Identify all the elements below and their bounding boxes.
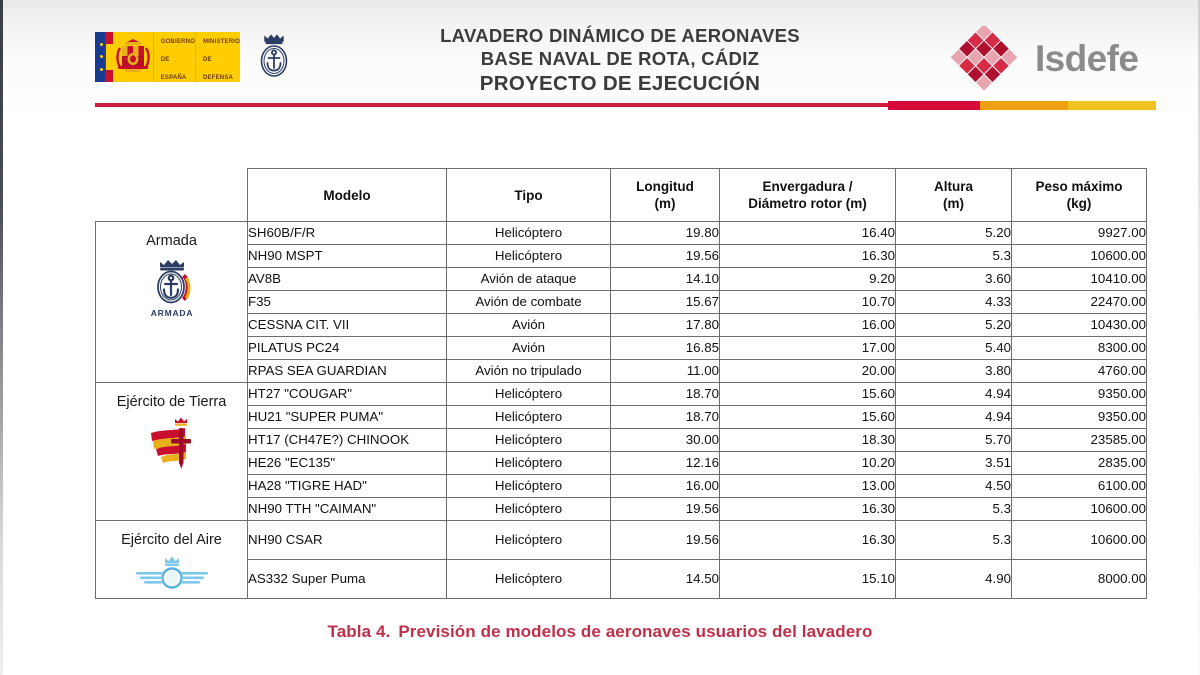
- cell-modelo: HT17 (CH47E?) CHINOOK: [248, 429, 447, 452]
- cell-longitud: 15.67: [611, 291, 720, 314]
- cell-tipo: Avión: [447, 337, 611, 360]
- column-header-longitud-unit: (m): [654, 196, 676, 211]
- header-rule-segments: [888, 101, 1156, 110]
- slide-header: [0, 0, 1200, 120]
- cell-peso: 10430.00: [1012, 314, 1147, 337]
- cell-modelo: HA28 "TIGRE HAD": [248, 475, 447, 498]
- cell-altura: 5.70: [896, 429, 1012, 452]
- column-header-peso-label: Peso máximo: [1035, 179, 1123, 194]
- cell-peso: 6100.00: [1012, 475, 1147, 498]
- column-header-longitud-label: Longitud: [636, 179, 694, 194]
- gobierno-de-espana-logo: [95, 32, 240, 82]
- cell-peso: 2835.00: [1012, 452, 1147, 475]
- cell-longitud: 30.00: [611, 429, 720, 452]
- table-row: [96, 268, 1147, 291]
- gobierno-logo-text: [153, 32, 195, 82]
- flag-dots-icon: [99, 38, 103, 76]
- aircraft-table-wrapper: [95, 168, 1147, 599]
- cell-modelo: SH60B/F/R: [248, 222, 447, 245]
- branch-label: Ejército del Aire: [121, 532, 222, 548]
- cell-peso: 23585.00: [1012, 429, 1147, 452]
- cell-altura: 5.20: [896, 314, 1012, 337]
- cell-envergadura: 13.00: [720, 475, 896, 498]
- cell-altura: 5.20: [896, 222, 1012, 245]
- cell-modelo: PILATUS PC24: [248, 337, 447, 360]
- cell-longitud: 17.80: [611, 314, 720, 337]
- branch-cell-1: [96, 383, 248, 521]
- cell-peso: 8000.00: [1012, 560, 1147, 599]
- cell-modelo: AV8B: [248, 268, 447, 291]
- cell-altura: 4.33: [896, 291, 1012, 314]
- cell-envergadura: 15.10: [720, 560, 896, 599]
- cell-altura: 5.40: [896, 337, 1012, 360]
- cell-peso: 10410.00: [1012, 268, 1147, 291]
- cell-altura: 3.80: [896, 360, 1012, 383]
- cell-tipo: Helicóptero: [447, 383, 611, 406]
- cell-longitud: 12.16: [611, 452, 720, 475]
- cell-tipo: Helicóptero: [447, 245, 611, 268]
- cell-longitud: 11.00: [611, 360, 720, 383]
- column-header-modelo-label: Modelo: [323, 187, 371, 203]
- cell-longitud: 16.85: [611, 337, 720, 360]
- table-row: [96, 314, 1147, 337]
- cell-tipo: Helicóptero: [447, 429, 611, 452]
- caption-text: Previsión de modelos de aeronaves usuarios del lavadero: [398, 622, 873, 641]
- table-row: [96, 406, 1147, 429]
- cell-envergadura: 16.30: [720, 245, 896, 268]
- svg-text:ARMADA: ARMADA: [150, 308, 193, 318]
- isdefe-wordmark: Isdefe: [1035, 37, 1139, 79]
- gob-line-1a: GOBIERNO: [160, 39, 195, 45]
- cell-envergadura: 16.40: [720, 222, 896, 245]
- cell-altura: 3.51: [896, 452, 1012, 475]
- cell-longitud: 18.70: [611, 406, 720, 429]
- column-header-envergadura: [720, 169, 896, 222]
- title-line-1: LAVADERO DINÁMICO DE AERONAVES: [440, 25, 800, 46]
- cell-modelo: HE26 "EC135": [248, 452, 447, 475]
- cell-tipo: Helicóptero: [447, 452, 611, 475]
- column-header-envergadura-unit: Diámetro rotor (m): [748, 196, 867, 211]
- cell-peso: 10600.00: [1012, 498, 1147, 521]
- column-header-peso: [1012, 169, 1147, 222]
- table-row: [96, 383, 1147, 406]
- cell-tipo: Avión de combate: [447, 291, 611, 314]
- cell-tipo: Helicóptero: [447, 475, 611, 498]
- ejercito-tierra-emblem-icon: [96, 415, 247, 473]
- cell-altura: 4.94: [896, 383, 1012, 406]
- branch-label: Ejército de Tierra: [116, 394, 227, 410]
- branch-label: Armada: [146, 233, 197, 249]
- header-spacer-cell: [96, 169, 248, 222]
- table-row: [96, 360, 1147, 383]
- cell-longitud: 16.00: [611, 475, 720, 498]
- rule-segment-red: [888, 101, 980, 110]
- cell-tipo: Helicóptero: [447, 521, 611, 560]
- table-row: [96, 337, 1147, 360]
- cell-peso: 8300.00: [1012, 337, 1147, 360]
- page-title: [330, 24, 910, 97]
- column-header-peso-unit: (kg): [1066, 196, 1092, 211]
- column-header-envergadura-label: Envergadura /: [762, 179, 853, 194]
- table-row: [96, 291, 1147, 314]
- table-body: [96, 222, 1147, 599]
- cell-longitud: 19.80: [611, 222, 720, 245]
- cell-envergadura: 10.20: [720, 452, 896, 475]
- ejercito-aire-emblem-icon: [96, 553, 247, 595]
- cell-tipo: Helicóptero: [447, 222, 611, 245]
- table-row: [96, 498, 1147, 521]
- cell-modelo: RPAS SEA GUARDIAN: [248, 360, 447, 383]
- branch-cell-0: [96, 222, 248, 383]
- cell-envergadura: 15.60: [720, 406, 896, 429]
- cell-peso: 10600.00: [1012, 245, 1147, 268]
- cell-longitud: 18.70: [611, 383, 720, 406]
- column-header-modelo: [248, 169, 447, 222]
- column-header-altura-label: Altura: [933, 179, 973, 194]
- spain-coat-of-arms-icon: [113, 32, 153, 82]
- cell-tipo: Helicóptero: [447, 498, 611, 521]
- cell-envergadura: 16.30: [720, 498, 896, 521]
- flag-yellow-bar-icon: [106, 44, 113, 70]
- cell-envergadura: 18.30: [720, 429, 896, 452]
- cell-longitud: 19.56: [611, 498, 720, 521]
- column-header-tipo: [447, 169, 611, 222]
- table-row: [96, 475, 1147, 498]
- table-caption: [0, 622, 1200, 642]
- title-line-2: BASE NAVAL DE ROTA, CÁDIZ: [480, 48, 760, 69]
- table-row: [96, 245, 1147, 268]
- gob-line-1b: DE ESPAÑA: [160, 57, 187, 81]
- cell-altura: 4.50: [896, 475, 1012, 498]
- cell-peso: 22470.00: [1012, 291, 1147, 314]
- table-row: [96, 560, 1147, 599]
- spain-flag-strip-icon: [95, 32, 113, 82]
- cell-longitud: 19.56: [611, 521, 720, 560]
- column-header-tipo-label: Tipo: [514, 187, 543, 203]
- cell-peso: 4760.00: [1012, 360, 1147, 383]
- table-header-row: [96, 169, 1147, 222]
- cell-peso: 9350.00: [1012, 406, 1147, 429]
- cell-tipo: Helicóptero: [447, 406, 611, 429]
- cell-modelo: HT27 "COUGAR": [248, 383, 447, 406]
- cell-modelo: CESSNA CIT. VII: [248, 314, 447, 337]
- column-header-altura-unit: (m): [943, 196, 964, 211]
- cell-altura: 3.60: [896, 268, 1012, 291]
- cell-tipo: Avión no tripulado: [447, 360, 611, 383]
- cell-peso: 9927.00: [1012, 222, 1147, 245]
- aircraft-table: [95, 168, 1147, 599]
- cell-modelo: NH90 CSAR: [248, 521, 447, 560]
- gob-line-2b: DE DEFENSA: [202, 57, 234, 81]
- cell-tipo: Avión: [447, 314, 611, 337]
- table-row: [96, 222, 1147, 245]
- cell-modelo: NH90 MSPT: [248, 245, 447, 268]
- cell-altura: 4.94: [896, 406, 1012, 429]
- title-line-3: PROYECTO DE EJECUCIÓN: [479, 72, 761, 95]
- cell-modelo: F35: [248, 291, 447, 314]
- table-head: [96, 169, 1147, 222]
- cell-modelo: AS332 Super Puma: [248, 560, 447, 599]
- isdefe-diamond-mark-icon: [943, 26, 1025, 90]
- cell-peso: 10600.00: [1012, 521, 1147, 560]
- cell-modelo: HU21 "SUPER PUMA": [248, 406, 447, 429]
- gob-line-2a: MINISTERIO: [202, 39, 240, 45]
- column-header-altura: [896, 169, 1012, 222]
- cell-longitud: 19.56: [611, 245, 720, 268]
- cell-longitud: 14.50: [611, 560, 720, 599]
- cell-altura: 5.3: [896, 521, 1012, 560]
- cell-longitud: 14.10: [611, 268, 720, 291]
- table-row: [96, 521, 1147, 560]
- column-header-longitud: [611, 169, 720, 222]
- isdefe-logo: [943, 24, 1158, 92]
- rule-segment-orange: [980, 101, 1068, 110]
- table-row: [96, 429, 1147, 452]
- cell-altura: 5.3: [896, 498, 1012, 521]
- cell-envergadura: 20.00: [720, 360, 896, 383]
- cell-peso: 9350.00: [1012, 383, 1147, 406]
- caption-number: Tabla 4.: [327, 622, 391, 641]
- cell-envergadura: 16.30: [720, 521, 896, 560]
- cell-altura: 5.3: [896, 245, 1012, 268]
- rule-segment-yellow: [1068, 101, 1156, 110]
- cell-envergadura: 15.60: [720, 383, 896, 406]
- cell-envergadura: 10.70: [720, 291, 896, 314]
- cell-altura: 4.90: [896, 560, 1012, 599]
- cell-tipo: Helicóptero: [447, 560, 611, 599]
- cell-envergadura: 17.00: [720, 337, 896, 360]
- table-row: [96, 452, 1147, 475]
- cell-modelo: NH90 TTH "CAIMAN": [248, 498, 447, 521]
- cell-envergadura: 16.00: [720, 314, 896, 337]
- cell-tipo: Avión de ataque: [447, 268, 611, 291]
- armada-emblem-icon: [96, 254, 247, 320]
- ministerio-logo-text: [195, 32, 240, 82]
- cell-envergadura: 9.20: [720, 268, 896, 291]
- branch-cell-2: [96, 521, 248, 599]
- navy-crest-icon: [252, 28, 296, 84]
